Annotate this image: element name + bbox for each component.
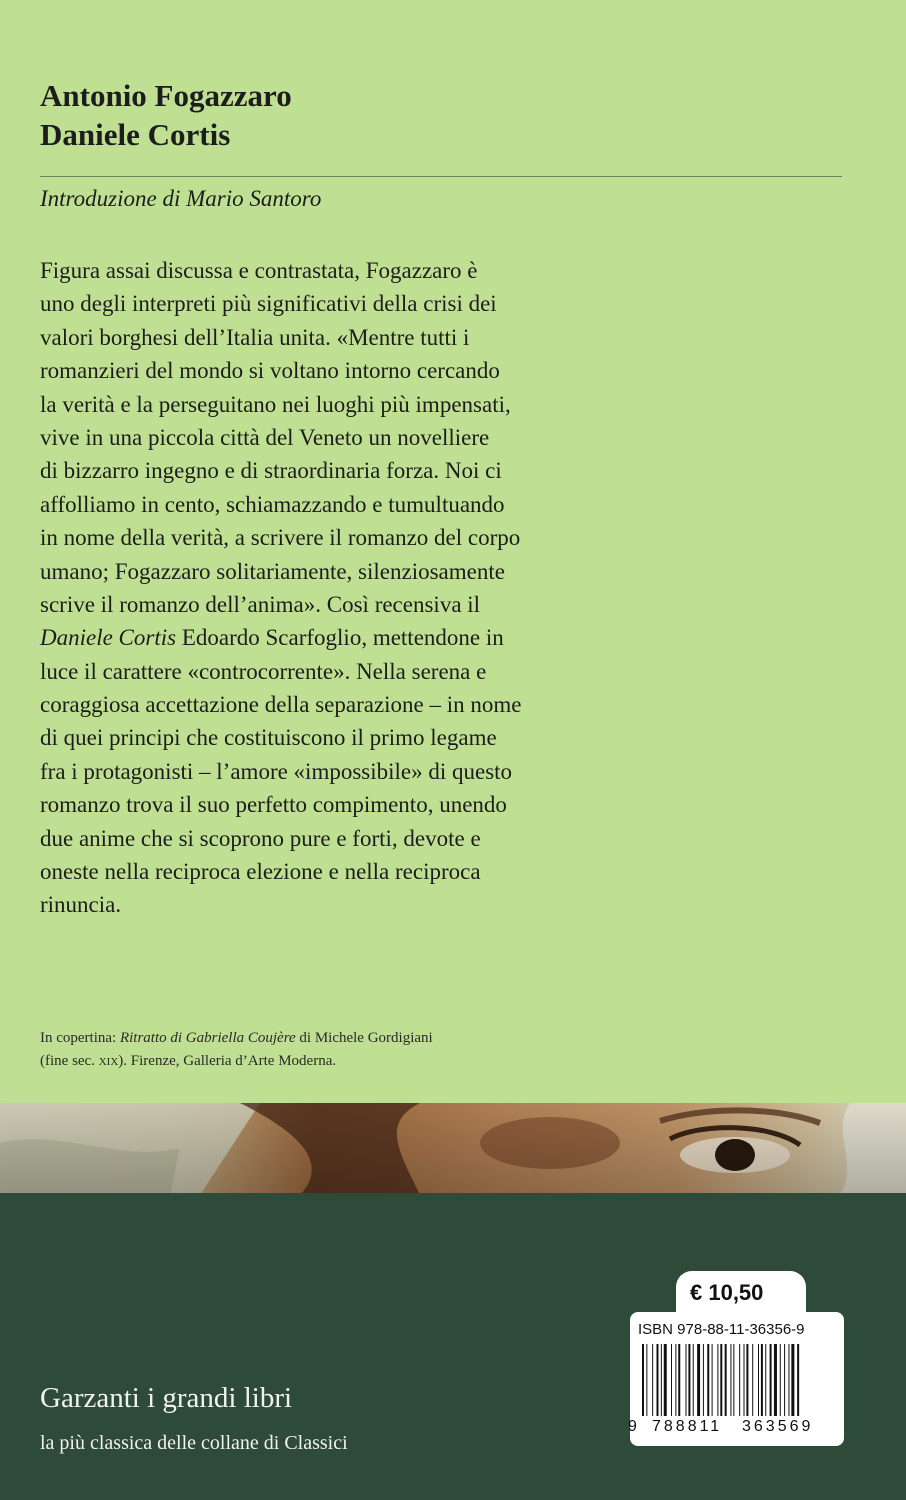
blurb-line: romanzo trova il suo perfetto compimento, unendo xyxy=(40,792,507,818)
barcode-bar xyxy=(765,1344,766,1416)
barcode-bar xyxy=(784,1344,785,1416)
blurb-line: affolliamo in cento, schiamazzando e tumultuando xyxy=(40,491,505,517)
author-name: Antonio Fogazzaro xyxy=(40,78,292,113)
price-label: € 10,50 xyxy=(690,1280,764,1305)
barcode-bar xyxy=(686,1344,687,1416)
blurb-line: due anime che si scoprono pure e forti, devote e xyxy=(40,825,481,851)
barcode-bar xyxy=(725,1344,727,1416)
blurb-line: oneste nella reciproca elezione e nella reciproca xyxy=(40,859,481,885)
barcode-bar xyxy=(744,1344,745,1416)
blurb-line: di quei principi che costituiscono il primo legame xyxy=(40,725,497,751)
barcode-bar xyxy=(761,1344,763,1416)
barcode-bar xyxy=(758,1344,759,1416)
barcode-bar xyxy=(791,1344,794,1416)
barcode-bar xyxy=(675,1344,676,1416)
barcode-bar xyxy=(720,1344,722,1416)
blurb-line: luce il carattere «controcorrente». Nella serena e xyxy=(40,658,487,684)
blurb-line: la verità e la perseguitano nei luoghi più impensati, xyxy=(40,391,511,417)
credit-century: XIX xyxy=(98,1056,119,1068)
isbn-label: ISBN 978-88-11-36356-9 xyxy=(638,1321,805,1338)
blurb-line xyxy=(40,621,680,654)
cover-art-credit xyxy=(40,1027,740,1074)
ean-left-digits: 788811 xyxy=(652,1418,723,1435)
ean-right-digits: 363569 xyxy=(742,1418,814,1435)
barcode-bar xyxy=(712,1344,713,1416)
barcode-bar xyxy=(678,1344,680,1416)
blurb-line: fra i protagonisti – l’amore «impossibile» di questo xyxy=(40,758,513,784)
barcode-bar xyxy=(703,1344,704,1416)
barcode-bar xyxy=(688,1344,690,1416)
artwork-title: Ritratto di Gabriella Coujère xyxy=(119,1030,296,1046)
blurb-line: in nome della verità, a scrivere il romanzo del corpo xyxy=(40,525,521,551)
barcode-bar xyxy=(770,1344,772,1416)
barcode-bar xyxy=(664,1344,667,1416)
blurb-line: umano; Fogazzaro solitariamente, silenziosamente xyxy=(40,558,505,584)
barcode-bar xyxy=(707,1344,709,1416)
barcode-bar xyxy=(642,1344,644,1416)
credit-location: ). Firenze, Galleria d’Arte Moderna. xyxy=(118,1053,337,1069)
barcode-bar xyxy=(797,1344,799,1416)
barcode-bar xyxy=(780,1344,781,1416)
barcode-bar xyxy=(671,1344,672,1416)
barcode-bar xyxy=(661,1344,662,1416)
book-title: Daniele Cortis xyxy=(40,117,231,152)
barcode-bar xyxy=(652,1344,653,1416)
blurb-line: coraggiosa accettazione della separazione – in nome xyxy=(40,692,522,718)
blurb-line: rinuncia. xyxy=(40,892,122,918)
barcode-bar xyxy=(746,1344,748,1416)
barcode-bar xyxy=(774,1344,777,1416)
barcode-bar xyxy=(739,1344,740,1416)
blurb-line: romanzieri del mondo si voltano intorno cercando xyxy=(40,358,500,384)
barcode-image xyxy=(642,1344,834,1416)
credit-artist: di Michele Gordigiani xyxy=(295,1030,433,1046)
blurb-line: scrive il romanzo dell’anima». Così recensiva il xyxy=(40,591,481,617)
barcode-bar xyxy=(646,1344,647,1416)
blurb-line: vive in una piccola città del Veneto un novelliere xyxy=(40,424,490,450)
credit-line xyxy=(40,1027,740,1050)
blurb-line-rest: Edoardo Scarfoglio, mettendone in xyxy=(176,625,504,651)
barcode-bar xyxy=(730,1344,731,1416)
credit-line xyxy=(40,1050,740,1074)
barcode-bar xyxy=(733,1344,734,1416)
series-name: Garzanti i grandi libri xyxy=(40,1382,293,1414)
ean-first-digit: 9 xyxy=(628,1418,637,1435)
blurb-text xyxy=(40,254,680,922)
blurb-book-title: Daniele Cortis xyxy=(40,625,177,651)
credit-prefix: In copertina: xyxy=(40,1030,120,1046)
blurb-line: valori borghesi dell’Italia unita. «Mentre tutti i xyxy=(40,324,470,350)
introduction-credit: Introduzione di Mario Santoro xyxy=(40,186,322,211)
barcode-bar xyxy=(717,1344,718,1416)
divider xyxy=(40,176,842,177)
barcode-bar xyxy=(788,1344,789,1416)
series-tagline: la più classica delle collane di Classici xyxy=(40,1432,348,1454)
blurb-line: uno degli interpreti più significativi della crisi dei xyxy=(40,291,497,317)
blurb-line: Figura assai discussa e contrastata, Fogazzaro è xyxy=(40,258,478,283)
blurb-line: di bizzarro ingegno e di straordinaria forza. Noi ci xyxy=(40,458,502,484)
barcode-bar xyxy=(693,1344,694,1416)
portrait-strip-image xyxy=(0,1103,906,1195)
barcode-bar xyxy=(697,1344,700,1416)
barcode-bar xyxy=(752,1344,753,1416)
credit-date: (fine sec. xyxy=(40,1053,99,1069)
barcode-bar xyxy=(657,1344,659,1416)
